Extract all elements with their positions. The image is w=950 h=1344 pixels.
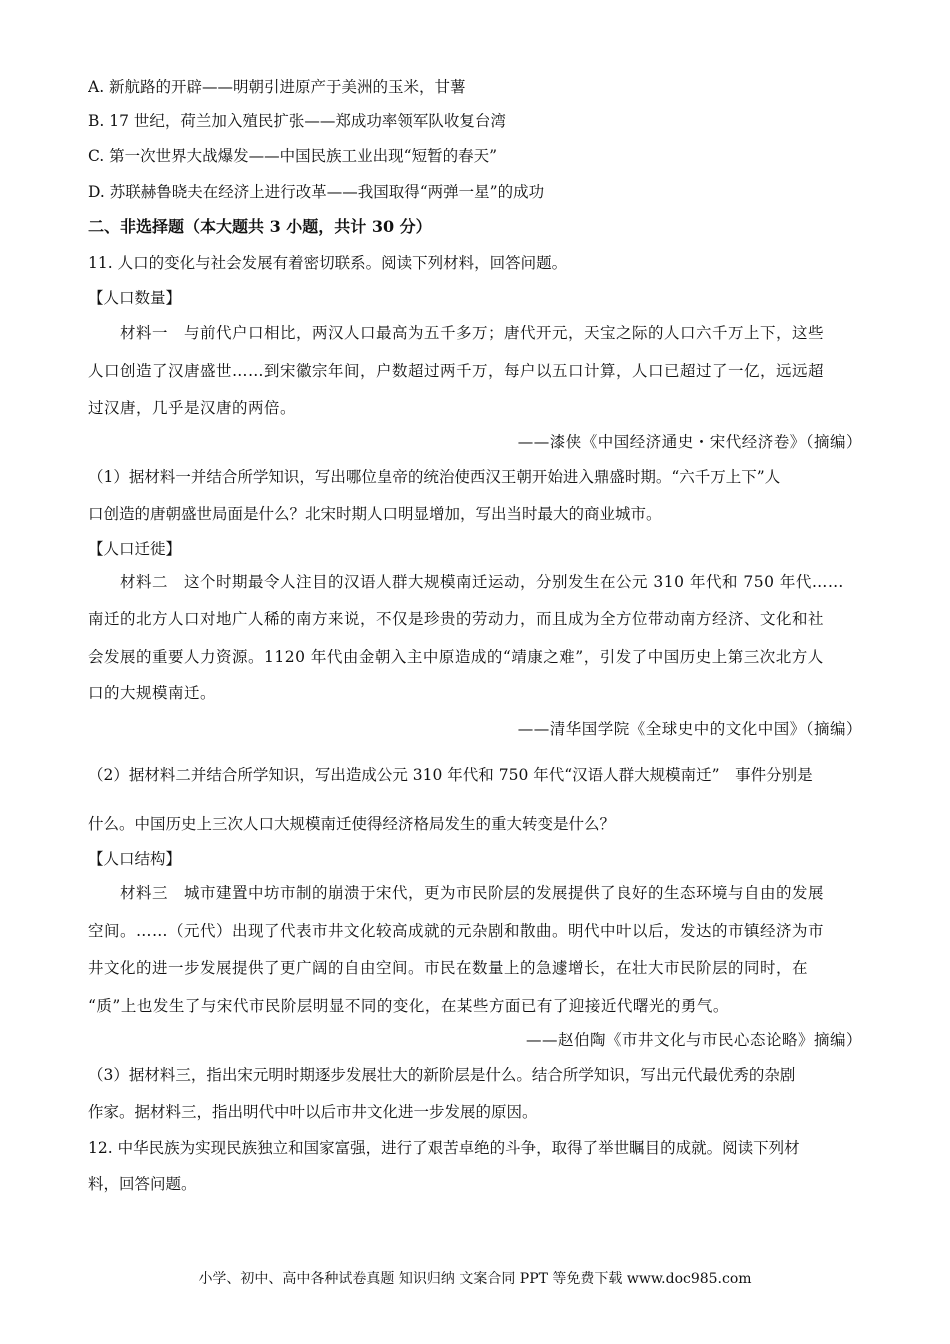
- option-d: D. 苏联赫鲁晓夫在经济上进行改革——我国取得“两弹一星”的成功: [88, 183, 545, 201]
- material-2-source: ——清华国学院《全球史中的文化中国》（摘编）: [517, 720, 862, 738]
- option-a: A. 新航路的开辟——明朝引进原产于美洲的玉米，甘薯: [88, 78, 466, 96]
- question-12-line-1: 12. 中华民族为实现民族独立和国家富强，进行了艰苦卓绝的斗争，取得了举世瞩目的成就。阅读下列材: [88, 1139, 800, 1157]
- material-3-line-1: 材料三 城市建置中坊市制的崩溃于宋代，更为市民阶层的发展提供了良好的生态环境与自由的发展: [120, 884, 825, 902]
- question-11-2-line-2: 什么。中国历史上三次人口大规模南迁使得经济格局发生的重大转变是什么？: [88, 815, 616, 833]
- material-2-line-4: 口的大规模南迁。: [88, 684, 217, 702]
- option-b: B. 17 世纪，荷兰加入殖民扩张——郑成功率领军队收复台湾: [88, 112, 506, 130]
- question-11-3-line-1: （3）据材料三，指出宋元明时期逐步发展壮大的新阶层是什么。结合所学知识，写出元代最优秀的杂剧: [88, 1066, 796, 1084]
- question-11-3-line-2: 作家。据材料三，指出明代中叶以后市井文化进一步发展的原因。: [88, 1103, 538, 1121]
- material-1-source: ——漆侠《中国经济通史・宋代经济卷》（摘编）: [517, 433, 862, 451]
- question-11-2-line-1: （2）据材料二并结合所学知识，写出造成公元 310 年代和 750 年代“汉语人群大规模南迁” 事件分别是: [88, 766, 813, 784]
- question-12-line-2: 料，回答问题。: [88, 1175, 197, 1193]
- question-11-1-line-1: （1）据材料一并结合所学知识，写出哪位皇帝的统治使西汉王朝开始进入鼎盛时期。“六千万上下”人: [88, 468, 781, 486]
- material-3-source: ——赵伯陶《市井文化与市民心态论略》摘编）: [525, 1031, 862, 1049]
- material-1-line-2: 人口创造了汉唐盛世……到宋徽宗年间，户数超过两千万，每户以五口计算，人口已超过了一亿，远远超: [88, 362, 825, 380]
- page-footer: 小学、初中、高中各种试卷真题 知识归纳 文案合同 PPT 等免费下载 www.doc985.com: [198, 1271, 752, 1287]
- material-2-line-3: 会发展的重要人力资源。1120 年代由金朝入主中原造成的“靖康之难”，引发了中国历史上第三次北方人: [88, 648, 824, 666]
- material-1-line-1: 材料一 与前代户口相比，两汉人口最高为五千多万；唐代开元，天宝之际的人口六千万上下，这些: [120, 324, 825, 342]
- material-2-line-1: 材料二 这个时期最令人注目的汉语人群大规模南迁运动，分别发生在公元 310 年代和 750 年代……: [120, 573, 844, 591]
- heading-population-quantity: 【人口数量】: [88, 289, 182, 307]
- material-3-line-2: 空间。……（元代）出现了代表市井文化较高成就的元杂剧和散曲。明代中叶以后，发达的市镇经济为市: [88, 922, 825, 940]
- material-3-line-3: 井文化的进一步发展提供了更广阔的自由空间。市民在数量上的急遽增长，在壮大市民阶层的同时，在: [88, 959, 809, 977]
- option-c: C. 第一次世界大战爆发——中国民族工业出现“短暂的春天”: [88, 147, 498, 165]
- question-11-1-line-2: 口创造的唐朝盛世局面是什么？北宋时期人口明显增加，写出当时最大的商业城市。: [88, 505, 662, 523]
- heading-population-migration: 【人口迁徙】: [88, 540, 182, 558]
- section-title: 二、非选择题（本大题共 3 小题，共计 30 分）: [88, 217, 432, 236]
- material-3-line-4: “质”上也发生了与宋代市民阶层明显不同的变化，在某些方面已有了迎接近代曙光的勇气。: [88, 997, 729, 1015]
- heading-population-structure: 【人口结构】: [88, 850, 182, 868]
- question-11-stem: 11. 人口的变化与社会发展有着密切联系。阅读下列材料，回答问题。: [88, 254, 568, 272]
- material-2-line-2: 南迁的北方人口对地广人稀的南方来说，不仅是珍贵的劳动力，而且成为全方位带动南方经济、文化和社: [88, 610, 825, 628]
- material-1-line-3: 过汉唐，几乎是汉唐的两倍。: [88, 399, 297, 417]
